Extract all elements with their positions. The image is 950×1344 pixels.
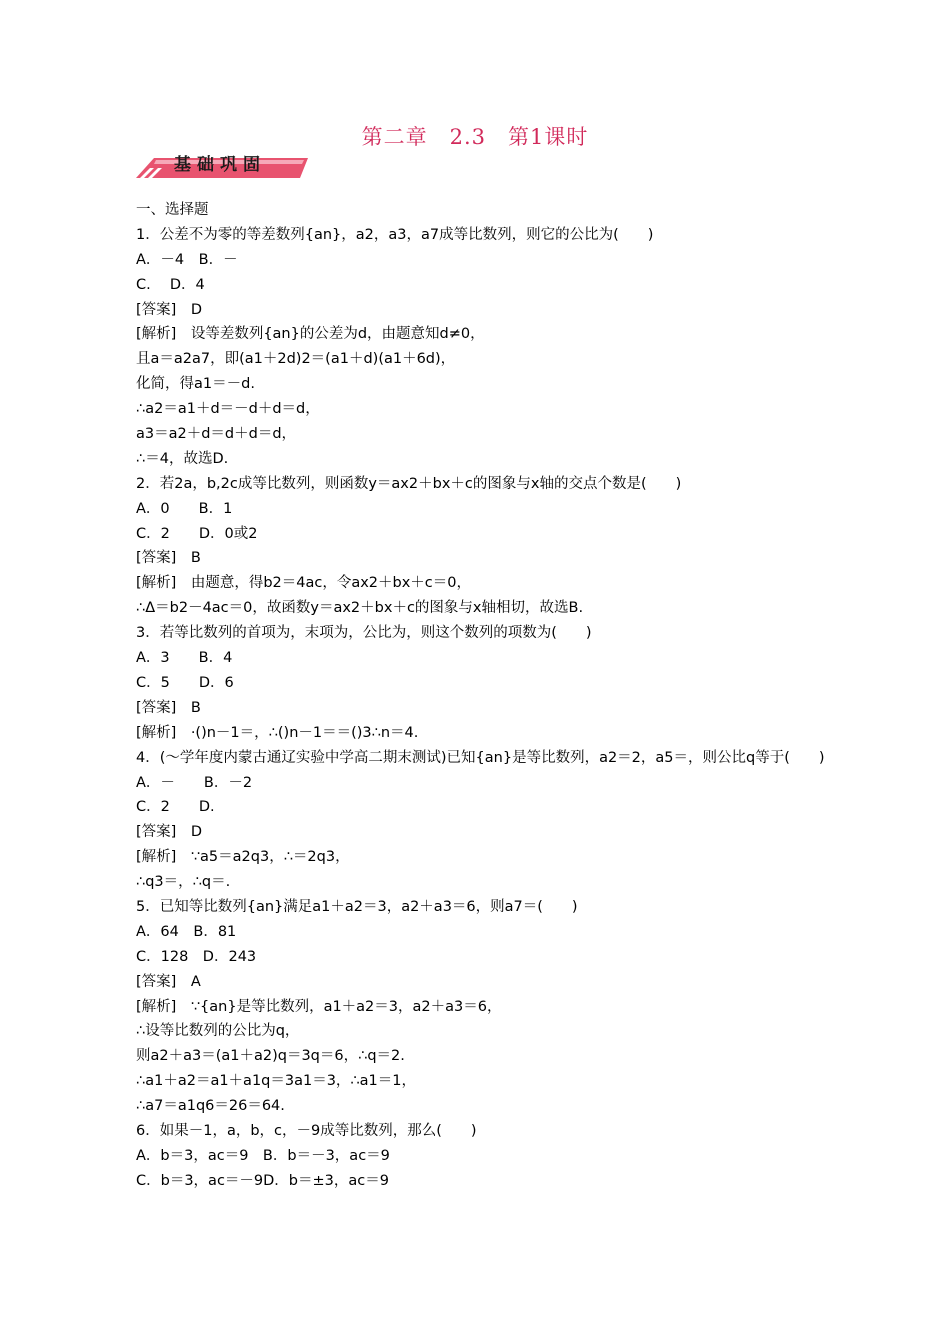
text-line: 1．公差不为零的等差数列{an}，a2，a3，a7成等比数列，则它的公比为( ) — [136, 226, 654, 243]
text-line: [解析] ∵a5＝a2q3，∴＝2q3， — [136, 849, 350, 866]
text-line: C．2 D. — [136, 799, 215, 816]
text-line: [解析] 设等差数列{an}的公差为d，由题意知d≠0， — [136, 326, 485, 343]
text-line: 4．(～学年度内蒙古通辽实验中学高二期末测试)已知{an}是等比数列，a2＝2，a5＝，则公比q等于( ) — [136, 749, 825, 766]
text-line: [答案] D — [136, 824, 202, 841]
text-line: a3＝a2＋d＝d＋d＝d， — [136, 426, 297, 443]
text-line: [答案] B — [136, 699, 201, 716]
text-line: 5．已知等比数列{an}满足a1＋a2＝3，a2＋a3＝6，则a7＝( ) — [136, 898, 578, 915]
text-line: 则a2＋a3＝(a1＋a2)q＝3q＝6，∴q＝2. — [136, 1048, 405, 1065]
text-line: C．128 D．243 — [136, 948, 257, 965]
text-line: A．64 B．81 — [136, 923, 237, 940]
text-line: ∴a1＋a2＝a1＋a1q＝3a1＝3，∴a1＝1， — [136, 1073, 416, 1090]
text-line: [答案] A — [136, 973, 201, 990]
text-line: [解析] ·()n－1＝，∴()n－1＝＝()3∴n＝4. — [136, 724, 419, 741]
text-line: C．2 D．0或2 — [136, 525, 258, 542]
text-line: ∴设等比数列的公比为q， — [136, 1023, 300, 1040]
text-line: [解析] ∵{an}是等比数列，a1＋a2＝3，a2＋a3＝6， — [136, 998, 502, 1015]
page-title: 第二章 2.3 第1课时 — [361, 125, 589, 149]
text-line: ∴a7＝a1q6＝26＝64. — [136, 1098, 285, 1115]
text-line: C．5 D．6 — [136, 674, 234, 691]
text-line: 6．如果－1，a，b，c，－9成等比数列，那么( ) — [136, 1122, 477, 1139]
text-line: A．0 B．1 — [136, 500, 233, 517]
banner-label: 基础巩固 — [174, 155, 266, 175]
text-line: 且a＝a2a7，即(a1＋2d)2＝(a1＋d)(a1＋6d)， — [136, 351, 456, 368]
text-line: ∴＝4，故选D. — [136, 450, 229, 467]
text-line: [解析] 由题意，得b2＝4ac，令ax2＋bx＋c＝0， — [136, 575, 471, 592]
text-line: 2．若2a，b,2c成等比数列，则函数y＝ax2＋bx＋c的图象与x轴的交点个数是( ) — [136, 475, 682, 492]
text-line: ∴q3＝，∴q＝. — [136, 874, 231, 891]
text-line: A．－4 B．－ — [136, 251, 238, 268]
document-body — [136, 198, 836, 1194]
text-line: [答案] B — [136, 550, 201, 567]
text-line: 3．若等比数列的首项为，末项为，公比为，则这个数列的项数为( ) — [136, 625, 592, 642]
text-line: C．b＝3，ac＝－9D．b＝±3，ac＝9 — [136, 1172, 389, 1189]
text-line: 一、选择题 — [136, 202, 209, 218]
text-line: ∴Δ＝b2－4ac＝0，故函数y＝ax2＋bx＋c的图象与x轴相切，故选B. — [136, 600, 584, 617]
text-line: A．－ B．－2 — [136, 774, 253, 791]
text-line: A．b＝3，ac＝9 B．b＝－3，ac＝9 — [136, 1147, 390, 1164]
text-line: A．3 B．4 — [136, 650, 233, 667]
text-line: C. D．4 — [136, 276, 205, 293]
text-line: 化简，得a1＝－d. — [136, 376, 255, 393]
text-line: [答案] D — [136, 301, 202, 318]
text-line: ∴a2＝a1＋d＝－d＋d＝d， — [136, 401, 320, 418]
